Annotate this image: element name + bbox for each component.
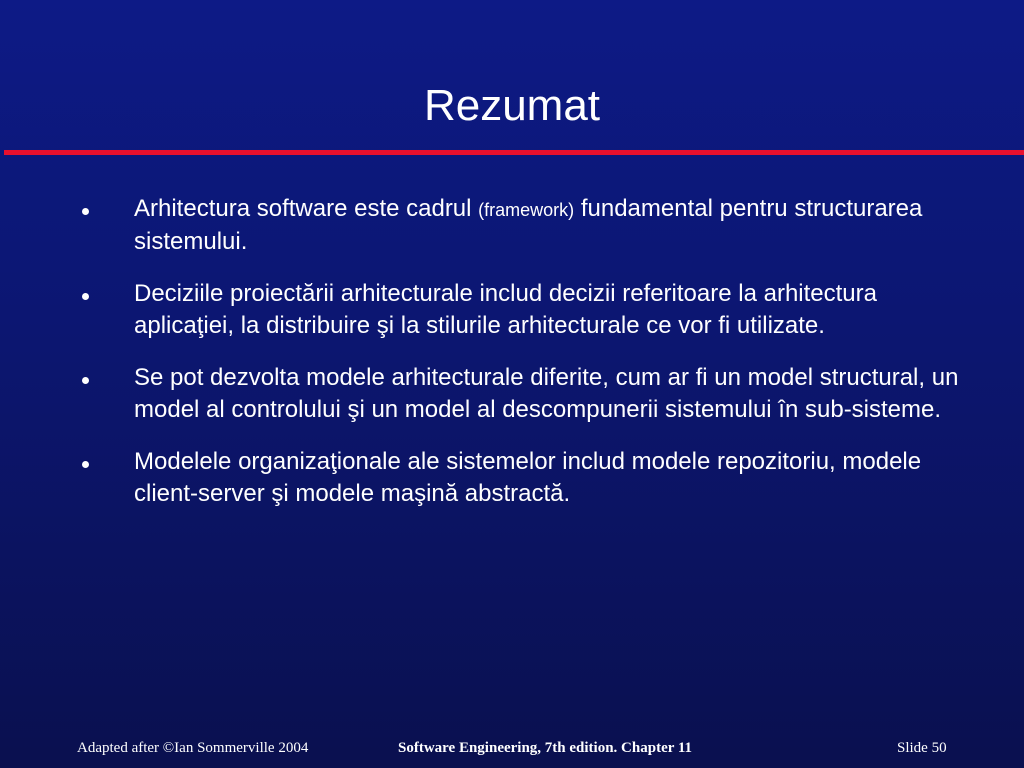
bullet-item bbox=[0, 362, 1024, 426]
footer-credit: Adapted after ©Ian Sommerville 2004 bbox=[77, 740, 309, 756]
bullet-list bbox=[0, 193, 1024, 530]
bullet-item bbox=[0, 193, 1024, 258]
title-divider bbox=[4, 150, 1024, 155]
bullet-text bbox=[134, 193, 974, 258]
bullet-item bbox=[0, 278, 1024, 342]
bullet-text-note: (framework) bbox=[478, 200, 575, 220]
bullet-text: Se pot dezvolta modele arhitecturale diferite, cum ar fi un model structural, un model al controlului şi un model al descompunerii sistemului în sub-sisteme. bbox=[134, 364, 959, 423]
bullet-text: Deciziile proiectării arhitecturale includ decizii referitoare la arhitectura aplicaţiei, la distribuire şi la stilurile arhitecturale ce vor fi utilizate. bbox=[134, 280, 877, 339]
bullet-text: Modelele organizaţionale ale sistemelor includ modele repozitoriu, modele client-server şi modele maşină abstractă. bbox=[134, 448, 922, 507]
bullet-icon bbox=[82, 293, 89, 300]
bullet-text-part: fundamental pentru structurarea sistemului. bbox=[134, 195, 923, 255]
bullet-item bbox=[0, 446, 1024, 510]
slide-title: Rezumat bbox=[423, 81, 601, 130]
bullet-icon bbox=[82, 377, 89, 384]
bullet-icon bbox=[82, 208, 89, 215]
footer-book-title: Software Engineering, 7th edition. Chapter 11 bbox=[398, 740, 693, 756]
bullet-icon bbox=[82, 461, 89, 468]
slide-number: Slide 50 bbox=[897, 740, 947, 756]
bullet-text-part: Arhitectura software este cadrul bbox=[134, 195, 479, 222]
